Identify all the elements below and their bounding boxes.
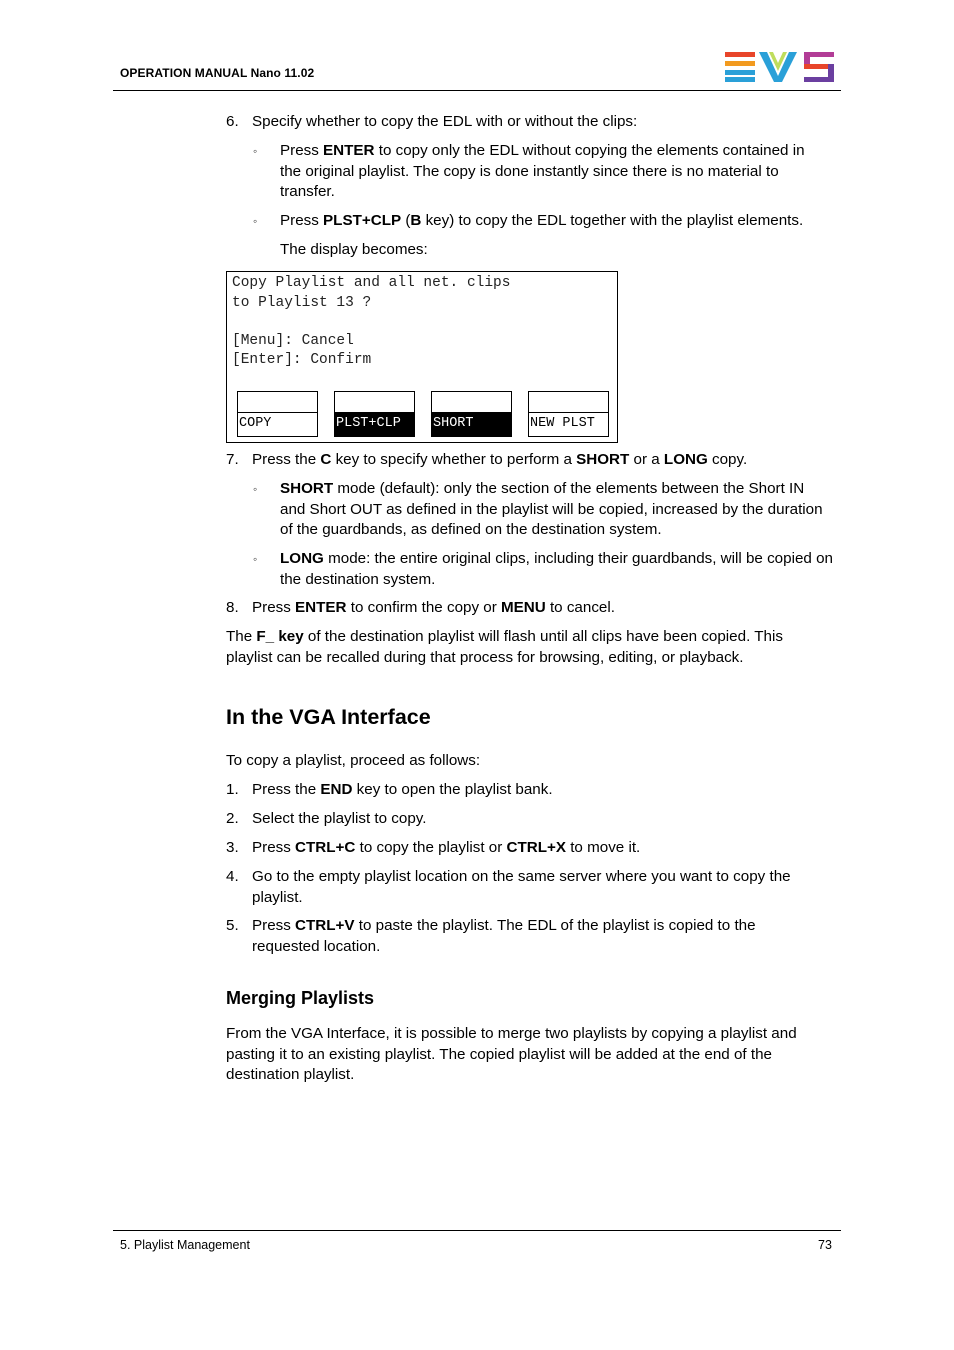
softkey-short <box>431 391 512 437</box>
step-8-text: Press ENTER to confirm the copy or MENU to cancel. <box>252 599 615 616</box>
vga-step-2-number: 2. <box>226 810 239 827</box>
bullet-marker: ◦ <box>253 482 258 496</box>
lcd-line-2: to Playlist 13 ? <box>232 295 372 311</box>
softkey-plst-clp <box>334 391 415 437</box>
vga-interface-heading: In the VGA Interface <box>226 705 431 729</box>
vga-step-1-text: Press the END key to open the playlist bank. <box>252 781 553 798</box>
vga-step-1-number: 1. <box>226 781 239 798</box>
lcd-line-3: [Menu]: Cancel <box>232 333 354 349</box>
vga-step-2-text: Select the playlist to copy. <box>252 810 427 827</box>
merging-playlists-heading: Merging Playlists <box>226 988 375 1008</box>
bullet-marker: ◦ <box>253 552 258 566</box>
step-7-text: Press the C key to specify whether to perform a SHORT or a LONG copy. <box>252 451 748 468</box>
evs-logo <box>725 52 835 82</box>
softkey-label: COPY <box>238 412 317 436</box>
fkey-paragraph: The F_ key of the destination playlist will flash until all clips have been copied. This playlist can be recalled during that process for browsing, editing, or playback. <box>226 628 783 666</box>
step-8-number: 8. <box>226 599 239 616</box>
vga-step-4-text: Go to the empty playlist location on the same server where you want to copy the playlist. <box>252 868 791 906</box>
step-7-number: 7. <box>226 451 239 468</box>
lcd-display <box>226 271 618 443</box>
lcd-line-4: [Enter]: Confirm <box>232 352 372 368</box>
step-7-bullet-short: SHORT mode (default): only the section of the elements between the Short IN and Short OUT as defined in the playlist will be copied, increased by the duration of the guardbands, as defined on the destination system. <box>280 480 823 538</box>
merging-paragraph: From the VGA Interface, it is possible to merge two playlists by copying a playlist and pasting it to an existing playlist. The copied playlist will be added at the end of the destination playlist. <box>226 1025 797 1083</box>
lcd-line-1: Copy Playlist and all net. clips <box>232 275 511 291</box>
vga-step-3-number: 3. <box>226 839 239 856</box>
step-6-bullet-plstclp: Press PLST+CLP (B key) to copy the EDL together with the playlist elements. <box>280 212 804 229</box>
softkey-label: SHORT <box>432 412 511 436</box>
vga-step-3-text: Press CTRL+C to copy the playlist or CTRL+X to move it. <box>252 839 641 856</box>
header-rule <box>113 90 841 91</box>
display-becomes-text: The display becomes: <box>280 241 428 258</box>
footer-section: 5. Playlist Management <box>120 1238 250 1252</box>
bullet-marker: ◦ <box>253 214 258 228</box>
vga-step-5-text: Press CTRL+V to paste the playlist. The EDL of the playlist is copied to the requested location. <box>252 917 756 955</box>
vga-intro: To copy a playlist, proceed as follows: <box>226 752 481 769</box>
bullet-marker: ◦ <box>253 144 258 158</box>
step-6-text: Specify whether to copy the EDL with or without the clips: <box>252 113 638 130</box>
step-6-bullet-enter: Press ENTER to copy only the EDL without copying the elements contained in the original playlist. The copy is done instantly since there is no material to transfer. <box>280 142 805 200</box>
document-header-title: OPERATION MANUAL Nano 11.02 <box>120 66 315 80</box>
step-6-number: 6. <box>226 113 239 130</box>
step-7-bullet-long: LONG mode: the entire original clips, including their guardbands, will be copied on the destination system. <box>280 550 833 588</box>
vga-step-4-number: 4. <box>226 868 239 885</box>
page-number: 73 <box>818 1238 832 1252</box>
softkey-copy <box>237 391 318 437</box>
footer-rule <box>113 1230 841 1231</box>
softkey-label: PLST+CLP <box>335 412 414 436</box>
softkey-new-plst <box>528 391 609 437</box>
vga-step-5-number: 5. <box>226 917 239 934</box>
softkey-label: NEW PLST <box>529 412 608 436</box>
